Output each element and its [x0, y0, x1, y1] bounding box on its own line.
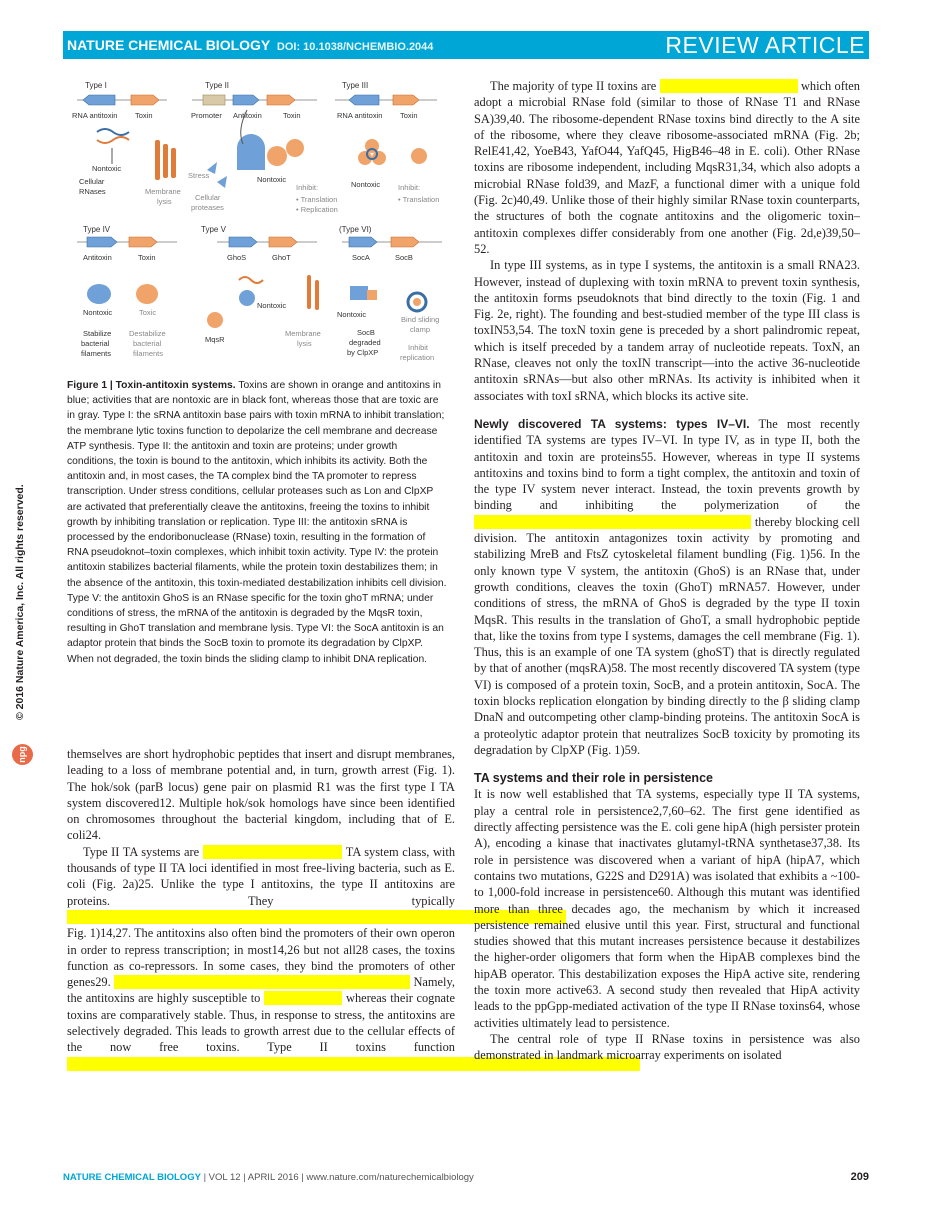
right-paragraph-1 [474, 78, 860, 257]
label-cellular-2: Cellular [195, 193, 221, 202]
label-ghot: GhoT [272, 253, 291, 262]
right-p1-start: The majority of type II toxins are [490, 79, 657, 93]
right-p1-rest: which often adopt a microbial RNase fold (similar to those of RNase T1 and RNase SA)39,40. The ribosome-dependent RNase toxins bind directly to the A site of the ribosome, where they cleave ribosome-associated mRNA (Fig. 2b; RelE41,42, YoeB43, YafO44, YafQ45, HigB46–48 in E. coli). Other RNase toxins are ribosome independent, including MqsR31,34, which also adopts a microbial RNase fold39, and MazF, a functional dimer with a unique fold (Fig. 2c)40,49. Unlike those of their highly similar RNase toxin counterparts, the structures of both the cognate antitoxins and the oligomeric toxin–antitoxin complexes differ considerably from one another (Fig. 2d,e)39,50–52. [474, 79, 860, 256]
doi: DOI: 10.1038/NCHEMBIO.2044 [276, 41, 434, 53]
panel-title-type4: Type IV [83, 225, 111, 234]
page-header [63, 31, 869, 59]
highlight-redaction-1 [203, 845, 343, 859]
label-replication-2: • Replication [296, 205, 338, 214]
figure-1 [67, 70, 452, 370]
label-bacterial-b: bacterial [133, 339, 162, 348]
left-paragraph-1: themselves are short hydrophobic peptides that insert and disrupt membranes, leading to a loss of membrane potential and, in turn, growth arrest (Fig. 1). The hok/sok (parB locus) gene pair on plasmid R1 was the first type I TA system discovered12. Multiple hok/sok homologs have since been identified on chromosomes throughout the bacterial kingdom, including that of E. coli24. [67, 747, 455, 843]
label-membrane-1: Membrane [145, 187, 181, 196]
label-translation-3: • Translation [398, 195, 440, 204]
right-paragraph-4: It is now well established that TA systems, especially type II TA systems, play a central role in persistence2,7,60–62. The first gene identified as directly affecting persistence was the E. coli gene hipA (high persister protein A), encoding a kinase that inactivates glutamyl-tRNA synthetase37,38. Its role in persistence was discovered when a variant of hipA (hipA7, which contains two mutations, G22S and D291A) was isolated that exhibits a ~100- to 1,000-fold increase in persistence60. Although this mutant was identified more than three decades ago, the mechanism by which it increased persistence remained elusive until this year. First, structural and functional studies showed that this mutant increases persistence because it destabilizes the higher-order oligomers that form when the HipAB complexes bind the hipAB operator. This destabilization exposes the HipA active site, rendering the toxin more active63. A second study then revealed that HipA activity leads to the ppGpp-mediated activation of the type II RNase toxins64, whose activities ultimately lead to persistence. [474, 787, 860, 1030]
label-antitoxin-4: Antitoxin [83, 253, 112, 262]
label-inhibit-6: Inhibit [408, 343, 429, 352]
highlight-redaction-3 [114, 975, 410, 989]
label-by-clpxp: by ClpXP [347, 348, 379, 357]
left-p2-tail: whereas their cognate toxins are comparatively stable. Thus, in response to stress, the antitoxins are selectively degraded. This leads to growth arrest due to the cellular effects of the now free toxins. Type II toxins function [67, 991, 455, 1055]
highlight-redaction-6 [660, 79, 798, 93]
type3-genes [335, 95, 437, 105]
label-toxin-2: Toxin [283, 111, 301, 120]
label-nontoxic-5: Nontoxic [257, 301, 287, 310]
label-proteases: proteases [191, 203, 224, 212]
panel-title-type6: (Type VI) [339, 225, 372, 234]
label-cellular-1: Cellular [79, 177, 105, 186]
label-toxin-4: Toxin [138, 253, 156, 262]
label-stabilize: Stabilize [83, 329, 112, 338]
label-nontoxic-4: Nontoxic [83, 308, 113, 317]
label-rna-antitoxin-3: RNA antitoxin [337, 111, 383, 120]
label-nontoxic-2: Nontoxic [257, 175, 287, 184]
copyright-notice: © 2016 Nature America, Inc. All rights reserved. [14, 484, 26, 720]
panel-title-type1: Type I [85, 81, 107, 90]
journal-name: NATURE CHEMICAL BIOLOGY [67, 37, 271, 53]
label-inhibit-2: Inhibit: [296, 183, 319, 192]
right-p3-a: The most recently identified TA systems are types IV–VI. In type IV, as in type II, both the antitoxin and toxin are proteins55. However, whereas in type II systems antitoxins and toxins bind to form a tight complex, the antitoxin and toxin of the type IV system never interact. Instead, the toxin prevents growth by binding and inhibiting the polymerization of the [474, 416, 860, 513]
label-nontoxic-3: Nontoxic [351, 180, 381, 189]
caption-body: Toxins are shown in orange and antitoxins in blue; activities that are nontoxic are in black font, whereas those that are toxic are in gray. Type I: the sRNA antitoxin base pairs with toxin mRNA to inhibit translation; the membrane lytic toxins function to depolarize the cell membrane and decrease ATP synthesis. Type II: the antitoxin and toxin are proteins; under growth conditions, the toxin is bound to the antitoxin, which inhibits its activity. Both the antitoxin and, in most cases, the TA complex bind the TA promoter to repress transcription. Under stress conditions, cellular proteases such as Lon and ClpXP are activated that preferentially cleave the antitoxins, freeing the toxins to inhibit growth by inhibiting translation or replication. Type III: the antitoxin sRNA is processed by the endoribonuclease (RNase) toxin, resulting in the formation of RNA pseudoknot–toxin complexes, which inhibit toxin activity. Type IV: the protein antitoxin stabilizes bacterial filaments, while the protein toxin destabilizes them; in the absence of the antitoxin, this toxin-mediated destabilization inhibits cell division. Type V: the antitoxin GhoS is an RNase specific for the toxin ghoT mRNA; under conditions of stress, the mRNA of the antitoxin is degraded by the MqsR toxin, resulting in GhoT translation and membrane lysis. Type VI: the SocA antitoxin is an adaptor protein that binds the SocB toxin to promote its degradation by ClpXP. When not degraded, the toxin binds the sliding clamp to inhibit DNA replication. [67, 380, 447, 665]
left-p2-start: Type II TA systems are [83, 844, 200, 859]
run-in-heading: Newly discovered TA systems: types IV–VI. [474, 416, 750, 431]
label-translation-2: • Translation [296, 195, 338, 204]
page-number: 209 [850, 1171, 869, 1183]
panel-title-type5: Type V [201, 225, 226, 234]
label-rnases: RNases [79, 187, 106, 196]
label-rna-antitoxin-1: RNA antitoxin [72, 111, 118, 120]
label-toxin-1: Toxin [135, 111, 153, 120]
section-label: REVIEW ARTICLE [665, 32, 865, 58]
right-p3-b: thereby blocking cell division. The antitoxin antagonizes toxin activity by promoting and stabilizing MreB and FtsZ cytoskeletal filament bundling (Fig. 1)56. In the only known type V system, the antitoxin (GhoS) is an RNase that, under growth conditions, cleaves the toxin (GhoT) mRNA57. However, under conditions of stress, the mRNA of GhoS is degraded by the type II toxin MqsR. This results in the translation of GhoT, a small hydrophobic peptide that, like the toxins from type I systems, damages the cell membrane (Fig. 1). Thus, this is an example of one TA system (ghoST) that is directly regulated by that of another (mqsRA)58. The most recently discovered TA system (type VI) is composed of a protein toxin, SocB, and a protein antitoxin, SocA. The toxin blocks replication elongation by binding directly to the β sliding clamp DnaN and outcompeting other clamp-binding proteins. The antitoxin SocA is a proteolytic adaptor protein that neutralizes SocB toxicity by promoting its degradation by ClpXP (Fig. 1)59. [474, 514, 860, 757]
right-column [474, 78, 860, 1064]
label-degraded: degraded [349, 338, 381, 347]
section-heading-persistence: TA systems and their role in persistence [474, 771, 713, 786]
figure-caption [67, 378, 447, 667]
label-stress: Stress [188, 171, 210, 180]
highlight-redaction-4 [264, 991, 343, 1005]
label-toxic-4: Toxic [139, 308, 157, 317]
caption-title: Figure 1 | Toxin-antitoxin systems. [67, 380, 236, 391]
label-replication-6: replication [400, 353, 435, 362]
label-clamp: clamp [410, 325, 431, 334]
npg-logo: npg [12, 744, 33, 765]
label-ghos: GhoS [227, 253, 247, 262]
type6-genes [342, 237, 442, 247]
label-socb: SocB [395, 253, 413, 262]
type4-genes [77, 237, 177, 247]
label-inhibit-3: Inhibit: [398, 183, 421, 192]
panel-title-type3: Type III [342, 81, 369, 90]
figure-1-diagram [67, 70, 452, 370]
label-destabilize: Destabilize [129, 329, 166, 338]
type5-genes [217, 237, 317, 247]
journal-banner [67, 37, 433, 53]
left-p2-end: Fig. 1)14,27. The antitoxins also often bind the promoters of their own operon in order to repress transcription; in most14,26 but not all28 cases, the toxins function as co-repressors. In some cases, they bind the promoters of other genes29. [67, 926, 455, 990]
label-toxin-3: Toxin [400, 111, 418, 120]
right-paragraph-3 [474, 416, 860, 758]
label-promoter: Promoter [191, 111, 222, 120]
label-lysis-5: lysis [297, 339, 312, 348]
left-p2-namely: Namely, the antitoxins are highly susceptible to [67, 975, 455, 1006]
footer-issue: | VOL 12 | APRIL 2016 | www.nature.com/naturechemicalbiology [203, 1172, 474, 1183]
label-socb-2: SocB [357, 328, 375, 337]
label-antitoxin-2: Antitoxin [233, 111, 262, 120]
label-nontoxic-6: Nontoxic [337, 310, 367, 319]
label-bind-sliding: Bind sliding [401, 315, 440, 324]
right-paragraph-2: In type III systems, as in type I systems, the antitoxin is a small RNA23. However, instead of duplexing with toxin mRNA to prevent toxin synthesis, the antitoxin forms pseudoknots that bind directly to the toxin (Fig. 1 and Fig. 2e, right). The founding and best-studied member of the type III class is toxIN53,54. The toxN toxin gene is preceded by a short palindromic repeat, which is itself preceded by a tandem array of nucleotide repeats. ToxN, an RNase, cleaves not only the toxIN transcript—into the active 36-nucleotide antitoxin sRNAs—but also other mRNAs. Its activity is inhibited when it associates with toxI sRNA, which blocks its active site. [474, 258, 860, 403]
left-paragraph-2 [67, 844, 455, 1072]
label-mqsr: MqsR [205, 335, 225, 344]
label-membrane-5: Membrane [285, 329, 321, 338]
label-filaments-b: filaments [133, 349, 164, 358]
highlight-redaction-7 [474, 515, 751, 529]
label-bacterial-a: bacterial [81, 339, 110, 348]
right-paragraph-5: The central role of type II RNase toxins in persistence was also demonstrated in landmark microarray experiments on isolated [474, 1031, 860, 1063]
page-footer [63, 1172, 869, 1183]
label-nontoxic-1: Nontoxic [92, 164, 122, 173]
type1-genes [77, 95, 167, 105]
left-column [67, 746, 455, 1072]
footer-journal: NATURE CHEMICAL BIOLOGY [63, 1172, 201, 1183]
label-filaments-a: filaments [81, 349, 112, 358]
panel-title-type2: Type II [205, 81, 230, 90]
left-p2-mid: TA system class, with thousands of type II TA loci identified in most free-living bacteria, such as E. coli (Fig. 2a)25. Unlike the type I antitoxins, the type II antitoxins are proteins. They typically [67, 844, 456, 908]
label-soca: SocA [352, 253, 370, 262]
type2-genes [192, 95, 317, 105]
label-lysis-1: lysis [157, 197, 172, 206]
